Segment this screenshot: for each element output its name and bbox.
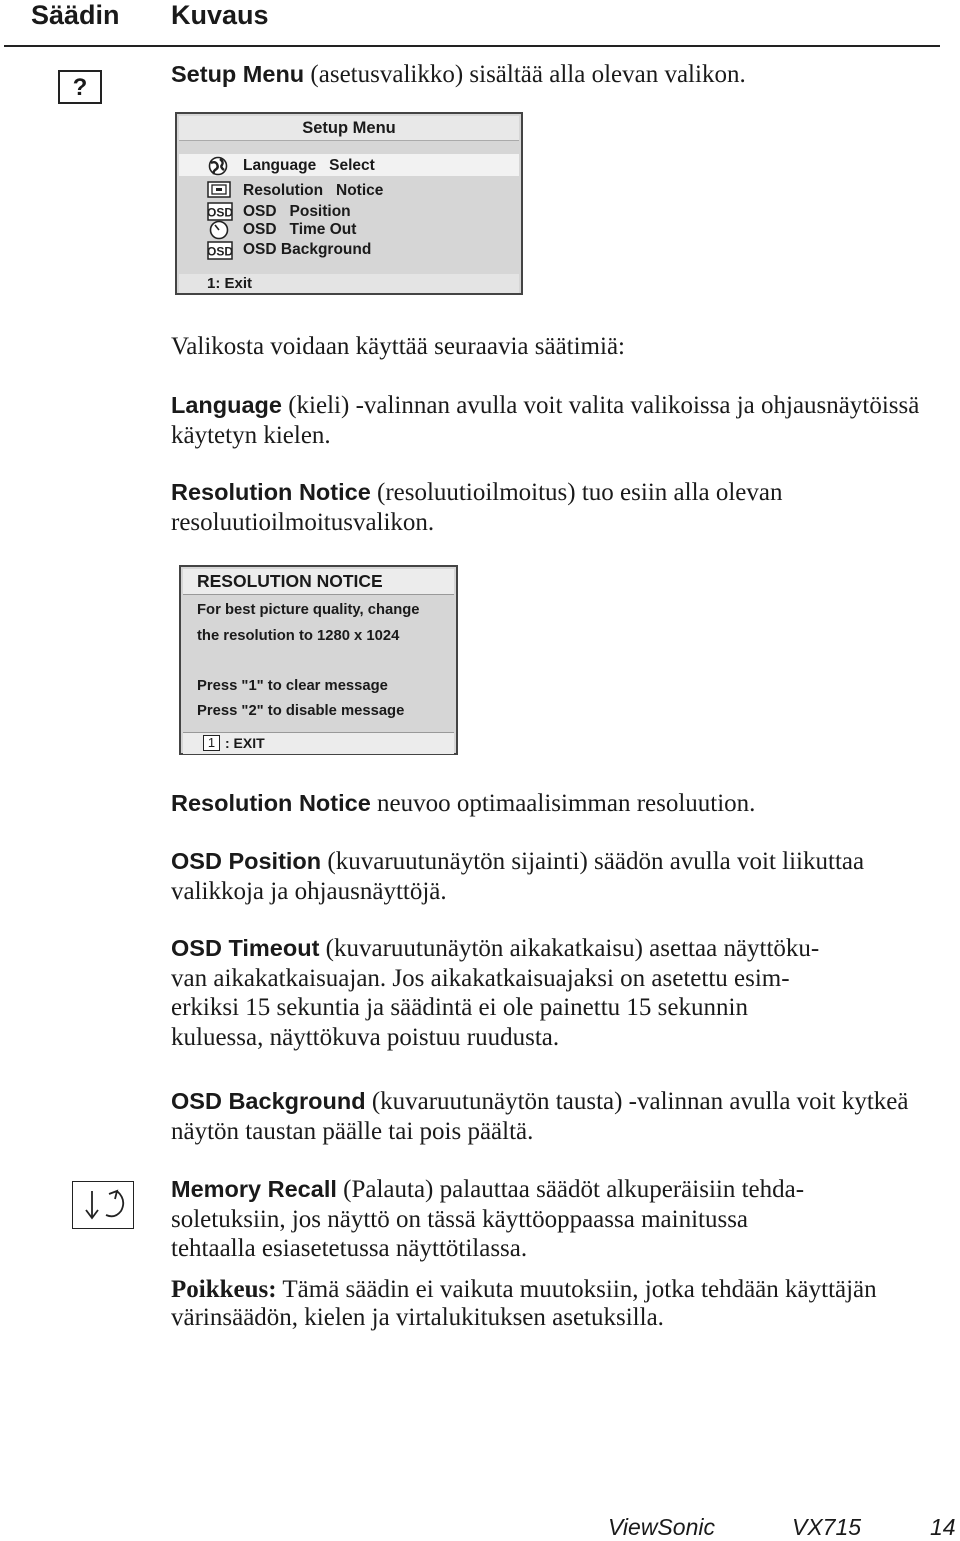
osd-timeout-line2: van aikakatkaisuajan. Jos aikakatkaisuajaksi on asetettu esim- [171, 964, 790, 992]
memory-recall-keyword: Memory Recall [171, 1176, 337, 1202]
resolution-notice-line3: Press "1" to clear message [197, 678, 388, 694]
resolution-advice-keyword: Resolution Notice [171, 790, 371, 816]
footer-page-number: 14 [930, 1514, 956, 1540]
resolution-notice-exit-bar [183, 732, 454, 754]
setup-menu-exit-label: 1: Exit [207, 275, 253, 292]
resolution-keyword: Resolution Notice [171, 479, 371, 505]
osd-background-paragraph [171, 1087, 911, 1146]
resolution-notice-line1: For best picture quality, change [197, 602, 420, 618]
osd-position-keyword: OSD Position [171, 848, 322, 874]
exit-key-icon: 1 [203, 735, 220, 751]
exception-text: Tämä säädin ei vaikuta muutoksiin, jotka tehdään käyttäjän värinsäädön, kielen ja virtalukituksen asetuksilla. [171, 1276, 877, 1331]
osd-timeout-paragraph [171, 934, 931, 1052]
footer-brand: ViewSonic [608, 1514, 715, 1540]
setup-menu-title: Setup Menu [179, 116, 519, 141]
osd-timeout-line4: kuluessa, näyttökuva poistuu ruudusta. [171, 1023, 560, 1051]
clock-icon [208, 220, 230, 240]
memory-recall-text1: (Palauta) palauttaa säädöt alkuperäisiin tehda- [336, 1176, 805, 1203]
svg-text:OSD: OSD [207, 205, 233, 220]
memory-recall-line2: soletuksiin, jos näyttö on tässä käyttöoppaassa mainitussa [171, 1205, 749, 1233]
memory-recall-control-icon [72, 1181, 134, 1229]
memory-recall-line3: tehtaalla esiasetetussa näyttötilassa. [171, 1235, 528, 1262]
resolution-advice-paragraph [171, 789, 931, 819]
osd-timeout-line1 [171, 934, 931, 964]
menu-item-language: Language Select [243, 157, 375, 174]
language-paragraph [171, 391, 931, 450]
osd-timeout-line3: erkiksi 15 sekuntia ja säädintä ei ole painettu 15 sekunnin [171, 994, 748, 1021]
osd-timeout-keyword: OSD Timeout [171, 935, 320, 961]
intro-keyword: Setup Menu [171, 61, 305, 87]
menu-item-osd-background: OSD Background [243, 241, 372, 258]
menu-item-osd-timeout: OSD Time Out [243, 221, 357, 238]
resolution-notice-figure [179, 565, 458, 755]
resolution-paragraph [171, 478, 911, 537]
intro-text: (asetusvalikko) sisältää alla olevan valikon. [304, 61, 746, 88]
question-mark-glyph: ? [72, 74, 88, 101]
column-header-control: Säädin [31, 0, 120, 30]
globe-icon [207, 156, 229, 176]
resolution-advice-text: neuvoo optimaalisimman resoluution. [370, 790, 756, 817]
recall-arrows-icon [73, 1182, 132, 1227]
memory-recall-paragraph [171, 1175, 931, 1264]
osd-background-text: (kuvaruutunäytön tausta) -valinnan avulla voit kytkeä näytön taustan päälle tai pois päältä. [171, 1088, 909, 1145]
osd-position-paragraph [171, 847, 906, 906]
osd-position-text: (kuvaruutunäytön sijainti) säädön avulla voit liikuttaa valikkoja ja ohjausnäyttöjä. [171, 848, 865, 905]
resolution-notice-title: RESOLUTION NOTICE [197, 571, 383, 591]
language-keyword: Language [171, 392, 282, 418]
osd-icon [207, 202, 233, 221]
resolution-notice-exit-label: : EXIT [225, 735, 265, 751]
header-divider [4, 45, 940, 47]
menu-item-osd-position: OSD Position [243, 203, 351, 220]
setup-menu-figure [175, 112, 523, 295]
intro-paragraph [171, 60, 931, 90]
menu-item-resolution-notice: Resolution Notice [243, 182, 384, 199]
language-text: (kieli) -valinnan avulla voit valita valikoissa ja ohjausnäytöissä käytetyn kielen. [171, 392, 920, 449]
monitor-icon [207, 181, 231, 198]
svg-text:OSD: OSD [207, 244, 233, 259]
osd-background-icon [207, 241, 233, 260]
osd-timeout-text1: (kuvaruutunäytön aikakatkaisu) asettaa näyttöku- [319, 935, 820, 962]
footer-model: VX715 [792, 1514, 862, 1540]
osd-background-keyword: OSD Background [171, 1088, 366, 1114]
setup-menu-control-icon [58, 70, 102, 104]
exception-keyword: Poikkeus: [171, 1276, 277, 1303]
controls-paragraph: Valikosta voidaan käyttää seuraavia säätimiä: [171, 333, 625, 360]
resolution-notice-line2: the resolution to 1280 x 1024 [197, 628, 400, 644]
column-header-description: Kuvaus [171, 0, 269, 30]
resolution-notice-line4: Press "2" to disable message [197, 703, 405, 719]
resolution-text: (resoluutioilmoitus) tuo esiin alla olevan resoluutioilmoitusvalikon. [171, 479, 783, 536]
memory-recall-line1 [171, 1175, 931, 1205]
exception-paragraph [171, 1276, 891, 1332]
